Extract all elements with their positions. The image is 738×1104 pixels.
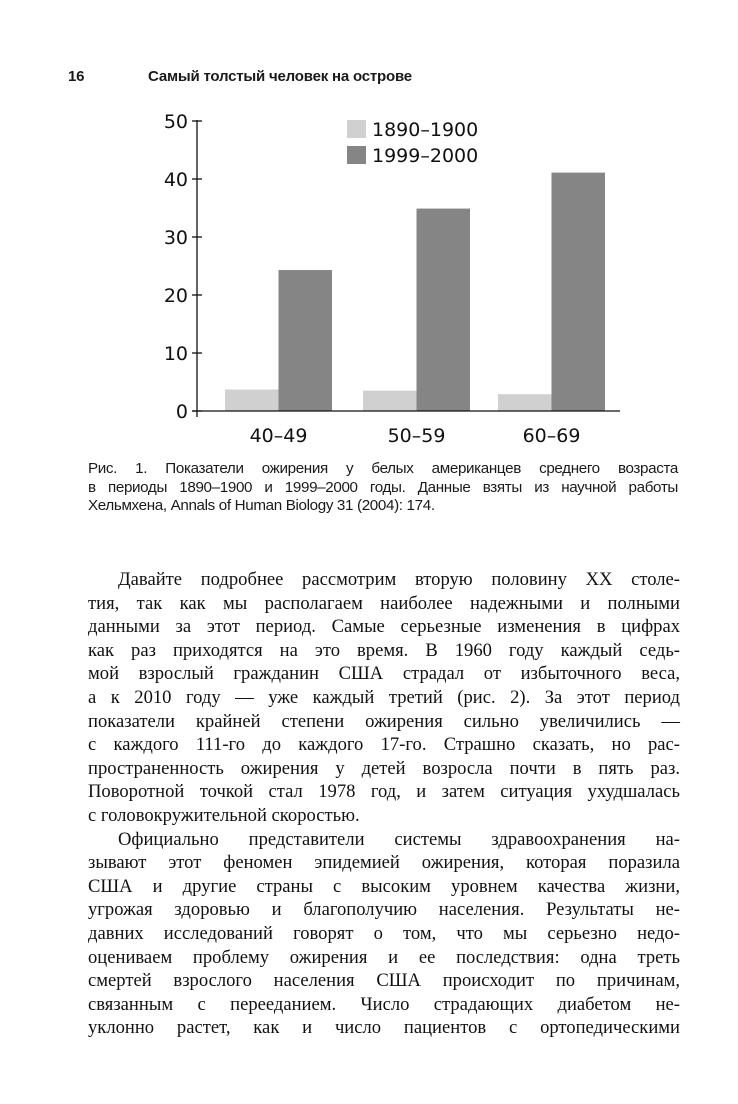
text-line: тия, так как мы располагаем наиболее надежными и полными [88,592,680,614]
bar-1999-2000 [417,209,471,411]
y-tick-label: 10 [163,343,188,365]
text-line: с каждого 111-го до каждого 17-го. Страшно сказать, но рас- [88,734,680,756]
text-line: показатели крайней степени ожирения сильно увеличились — [88,710,680,732]
figure-caption [88,460,678,516]
bar-1999-2000 [279,270,333,411]
text-line: Официально представители системы здравоохранения на- [118,828,680,850]
text-line: а к 2010 году — уже каждый третий (рис. 2). За этот период [88,686,680,708]
y-tick-label: 20 [163,285,188,307]
text-line: уклонно растет, как и число пациентов с ортопедическими [88,1017,680,1039]
caption-line: Рис. 1. Показатели ожирения у белых американцев среднего возраста [88,460,678,477]
running-title: Самый толстый человек на острове [148,68,412,85]
text-line: мой взрослый гражданин США страдал от избыточного веса, [88,663,680,685]
y-tick-label: 0 [175,401,188,423]
x-tick-label: 40–49 [249,425,308,447]
caption-line: в периоды 1890–1900 и 1999–2000 годы. Данные взяты из научной работы [88,478,678,496]
page-number: 16 [68,68,85,85]
text-line: данными за этот период. Самые серьезные изменения в цифрах [88,616,680,638]
caption-line: Хельмхена, Annals of Human Biology 31 (2004): 174. [88,497,435,515]
chart-canvas [0,0,738,455]
legend-swatch [347,120,366,138]
paragraph-2 [88,828,680,1040]
bar-chart [0,0,738,455]
text-line: с головокружительной скоростью. [88,804,360,826]
legend-swatch [347,146,366,164]
bar-1890-1900 [225,390,279,411]
x-tick-label: 60–69 [522,425,581,447]
x-tick-label: 50–59 [387,425,446,447]
text-line: давних исследований говорят о том, что мы серьезно недо- [88,922,680,944]
text-line: США и другие страны с высоким уровнем качества жизни, [88,875,680,897]
bar-1999-2000 [552,173,606,411]
y-tick-label: 30 [163,227,188,249]
text-line: Поворотной точкой стал 1978 год, и затем ситуация ухудшалась [88,781,680,803]
body-text [88,568,680,1040]
bar-1890-1900 [363,391,417,411]
text-line: смертей взрослого населения США происходит по причинам, [88,970,680,992]
text-line: зывают этот феномен эпидемией ожирения, которая поразила [88,852,680,874]
text-line: оцениваем проблему ожирения и ее последствия: одна треть [88,946,680,968]
text-line: Давайте подробнее рассмотрим вторую половину XX столе- [118,569,680,590]
y-tick-label: 40 [163,169,188,191]
y-tick-label: 50 [163,111,188,133]
text-line: связанным с перееданием. Число страдающих диабетом не- [88,993,680,1015]
text-line: угрожая здоровью и благополучию населения. Результаты не- [88,899,680,921]
legend-label: 1999–2000 [372,145,479,167]
bar-1890-1900 [498,394,552,411]
paragraph-1 [88,568,680,828]
text-line: как раз приходятся на это время. В 1960 году каждый седь- [88,639,680,661]
legend-label: 1890–1900 [372,119,479,141]
text-line: пространенность ожирения у детей возросла почти в пять раз. [88,757,680,779]
